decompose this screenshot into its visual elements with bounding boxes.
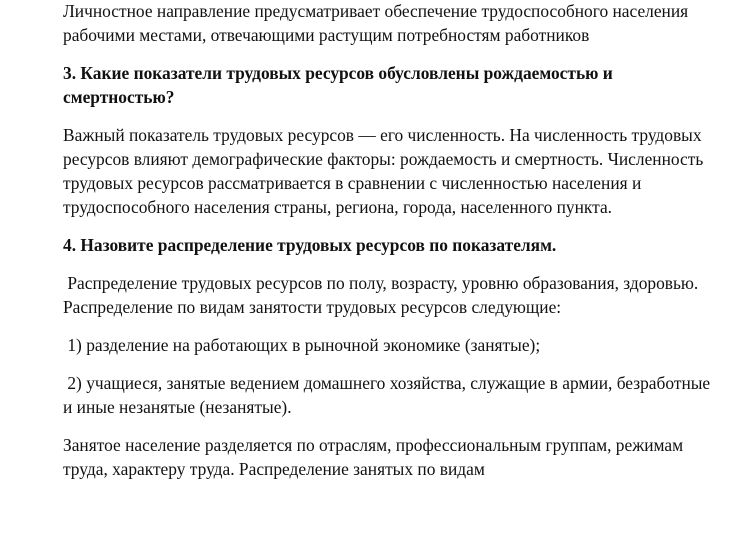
paragraph-distribution: Распределение трудовых ресурсов по полу, возрасту, уровню образования, здоровью. Распределение по видам занятости трудовых ресурсов следующие: [63, 273, 703, 317]
list-item-unemployed: 2) учащиеся, занятые ведением домашнего хозяйства, служащие в армии, безработные и иные незанятые (незанятые). [63, 373, 715, 417]
question-heading-3: 3. Какие показатели трудовых ресурсов обусловлены рождаемостью и смертностью? [63, 63, 613, 107]
question-heading-4: 4. Назовите распределение трудовых ресурсов по показателям. [63, 235, 557, 255]
document-page [63, 0, 723, 495]
paragraph-labor-resources-size: Важный показатель трудовых ресурсов — его численность. На численность трудовых ресурсов влияют демографические факторы: рождаемость и смертность. Численность трудовых ресурсов рассматривается в сравнении с численностью населения и трудоспособного населения страны, региона, города, населенного пункта. [63, 125, 704, 217]
list-item-employed: 1) разделение на работающих в рыночной экономике (занятые); [63, 335, 541, 355]
paragraph-personal-direction: Личностное направление предусматривает обеспечение трудоспособного населения рабочими местами, отвечающими растущим потребностям работников [63, 1, 689, 45]
paragraph-employed-population: Занятое население разделяется по отраслям, профессиональным группам, режимам труда, характеру труда. Распределение занятых по видам [63, 435, 684, 479]
